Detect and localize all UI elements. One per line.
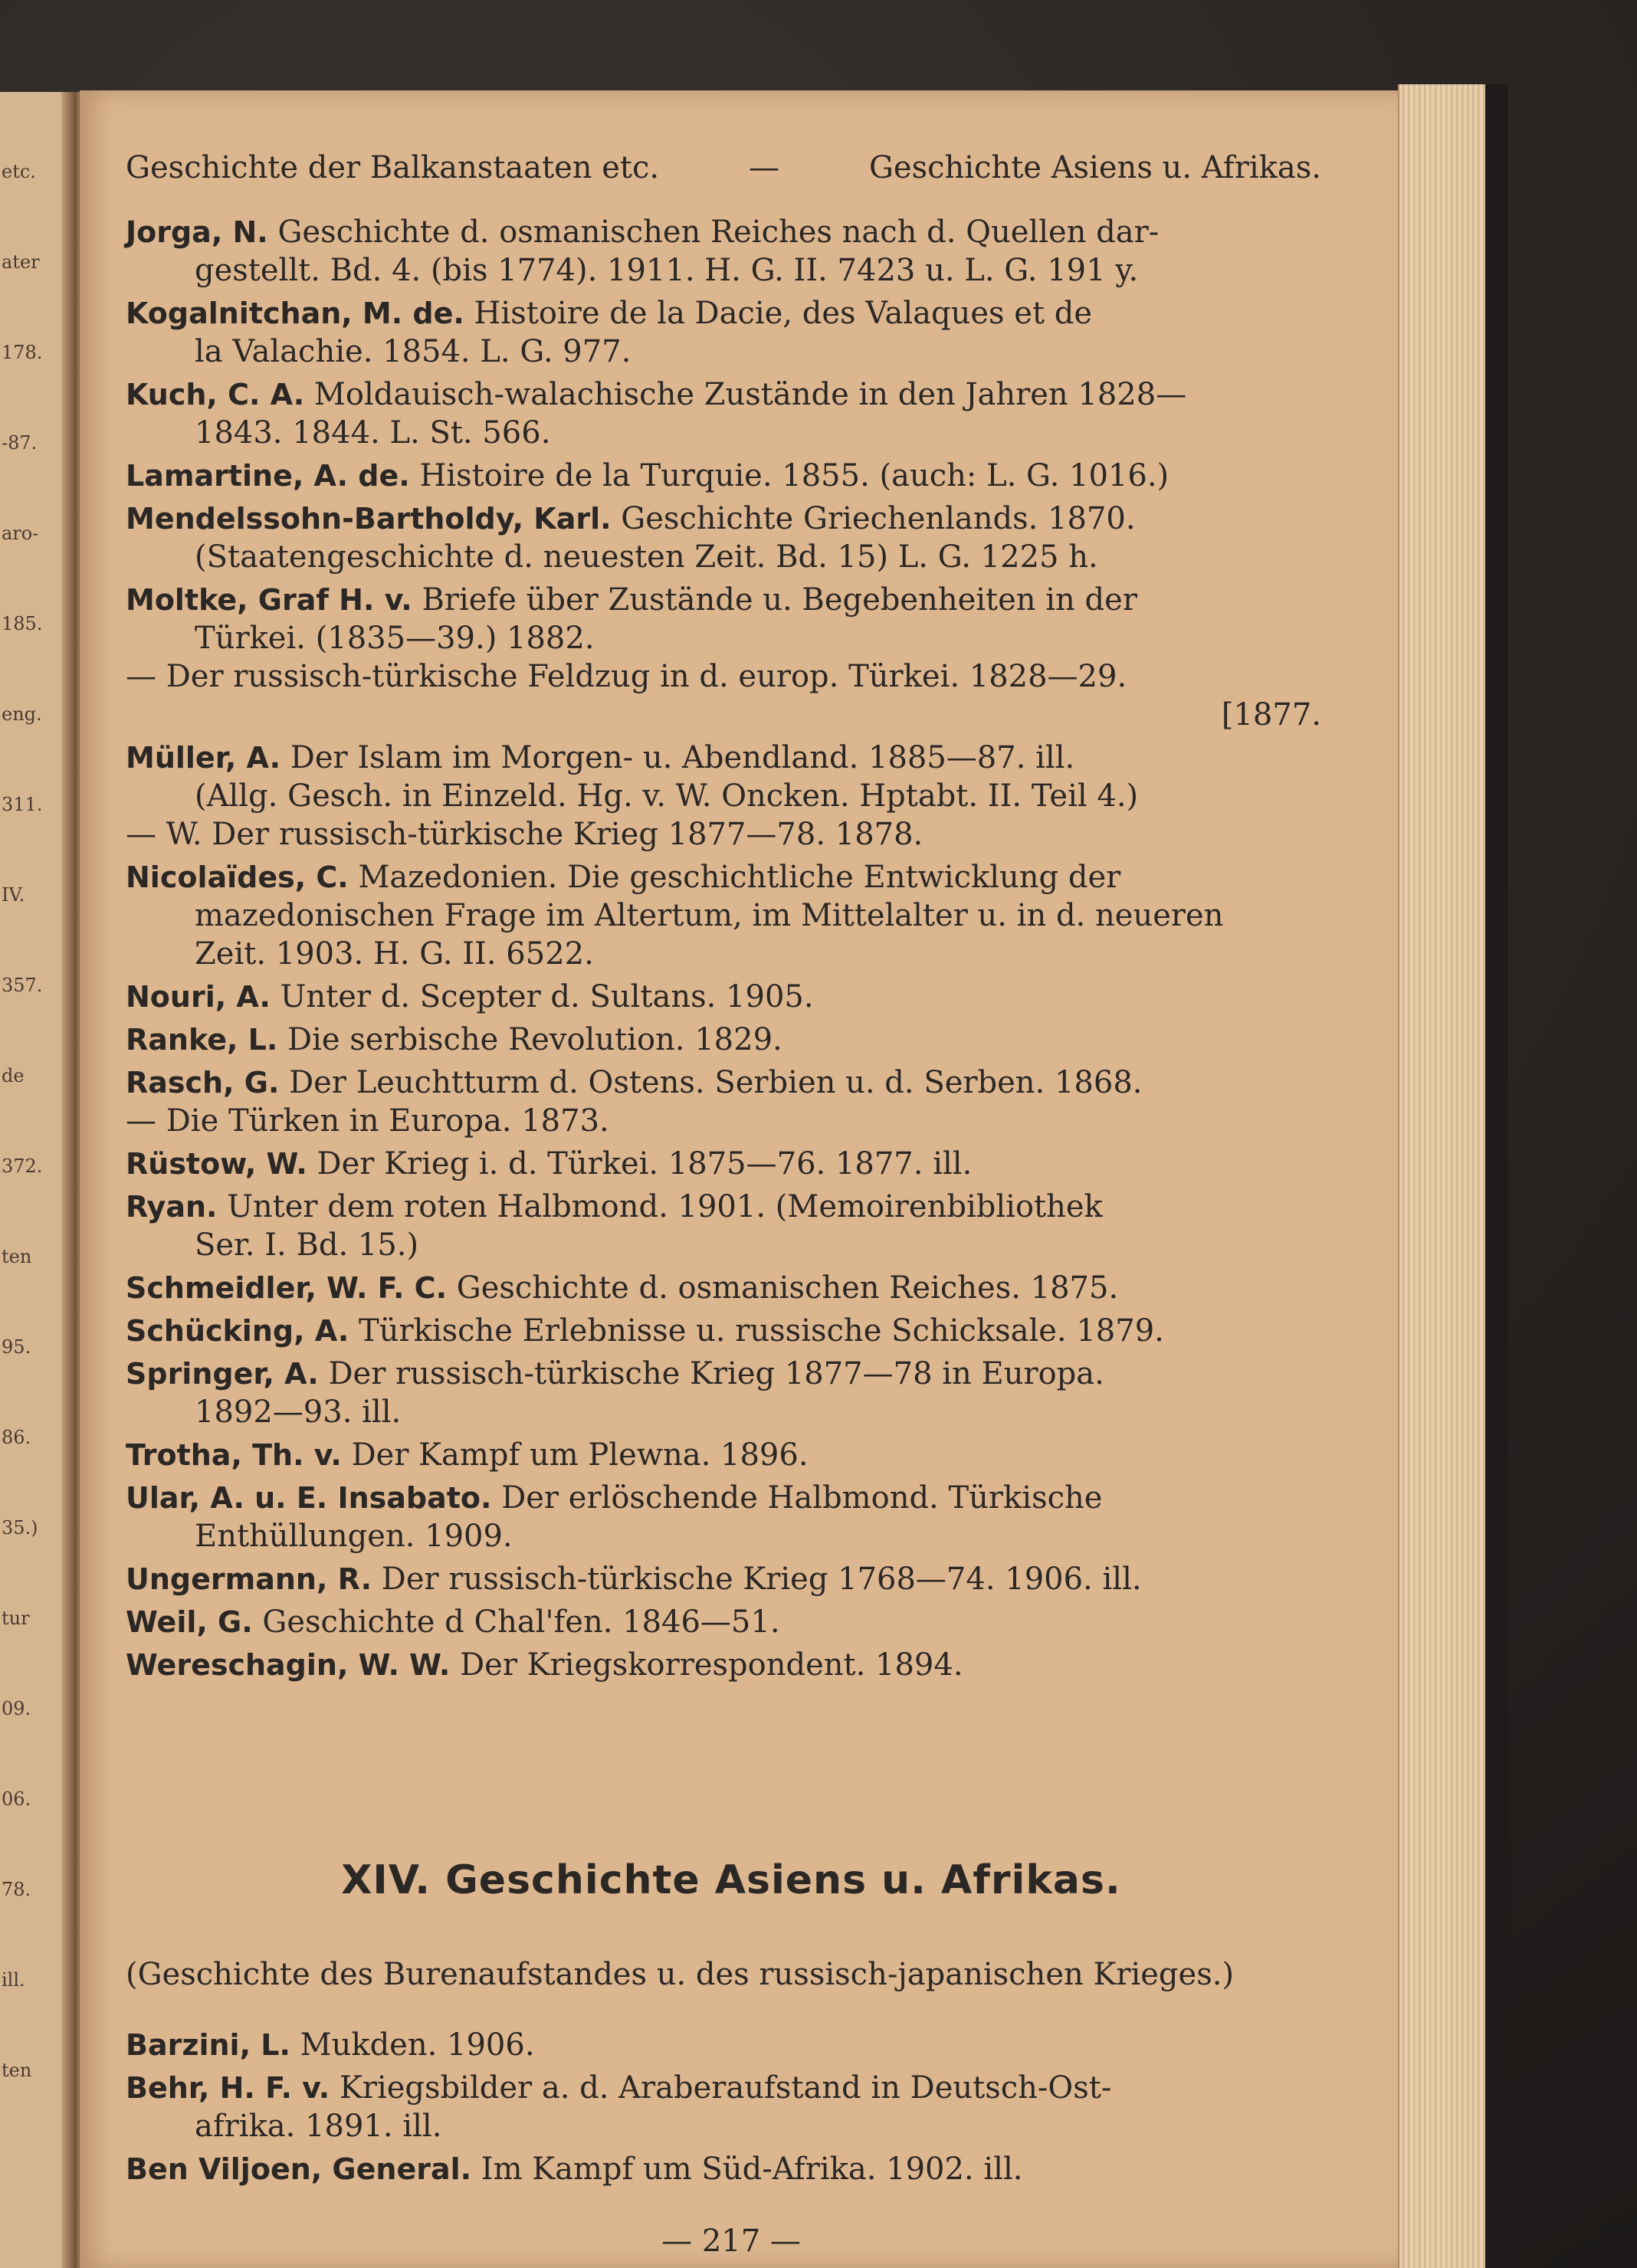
bibliography-entry: [126, 213, 1337, 290]
entry-author: Schmeidler, W. F. C.: [126, 1271, 448, 1305]
entry-title: Die serbische Revolution. 1829.: [287, 1022, 782, 1057]
entry-author: Kogalnitchan, M. de.: [126, 297, 464, 330]
previous-page-fragment: eng.: [2, 703, 42, 725]
entry-title: Histoire de la Turquie. 1855. (auch: L. G. 1016.): [419, 458, 1170, 493]
running-head: [126, 150, 1321, 185]
bibliography-entry: [126, 375, 1337, 452]
bibliography-entry: [126, 978, 1337, 1016]
entry-line: Zeit. 1903. H. G. II. 6522.: [195, 936, 594, 972]
entry-line: mazedonischen Frage im Altertum, im Mittelalter u. in d. neueren: [195, 898, 1224, 933]
entry-title: Unter d. Scepter d. Sultans. 1905.: [280, 979, 814, 1014]
page-stack-edge: [1398, 84, 1485, 2268]
entry-author: Ryan.: [126, 1190, 218, 1224]
previous-page-fragment: 185.: [2, 613, 43, 634]
bibliography-entry: [126, 1646, 1337, 1684]
running-head-right: Geschichte Asiens u. Afrikas.: [868, 150, 1321, 185]
bibliography-entry: [126, 1603, 1337, 1641]
bibliography-entry: [126, 739, 1337, 854]
entry-author: Ular, A. u. E. Insabato.: [126, 1481, 492, 1515]
entry-title: Der Kampf um Plewna. 1896.: [351, 1437, 809, 1473]
entry-author: Behr, H. F. v.: [126, 2071, 330, 2105]
previous-page-fragment: 372.: [2, 1155, 43, 1177]
previous-page-fragment: tur: [2, 1608, 30, 1629]
entry-title: Im Kampf um Süd-Afrika. 1902. ill.: [481, 2152, 1023, 2187]
entry-title: Türkische Erlebnisse u. russische Schicksale. 1879.: [359, 1313, 1164, 1349]
bibliography-entry: [126, 1145, 1337, 1183]
entry-author: Barzini, L.: [126, 2028, 290, 2062]
previous-page-fragment: etc.: [2, 161, 36, 182]
entry-line: gestellt. Bd. 4. (bis 1774). 1911. H. G. II. 7423 u. L. G. 191 y.: [195, 253, 1139, 288]
bibliography-list-section: [126, 2026, 1337, 2193]
entry-author: Weil, G.: [126, 1605, 253, 1639]
entry-title: Der Krieg i. d. Türkei. 1875—76. 1877. ill.: [317, 1146, 973, 1182]
entry-author: Moltke, Graf H. v.: [126, 583, 412, 617]
previous-page-fragment: 86.: [2, 1427, 31, 1448]
entry-line: [1877.: [1221, 697, 1321, 733]
entry-title: Histoire de la Dacie, des Valaques et de: [474, 296, 1093, 331]
page-number: — 217 —: [661, 2224, 801, 2259]
previous-page-edge: [0, 92, 80, 2268]
entry-author: Schücking, A.: [126, 1314, 349, 1348]
entry-author: Müller, A.: [126, 741, 281, 775]
bibliography-entry: [126, 581, 1337, 734]
entry-author: Nouri, A.: [126, 980, 271, 1014]
bibliography-entry: [126, 1188, 1337, 1264]
entry-title: Der russisch-türkische Krieg 1877—78 in Europa.: [328, 1356, 1104, 1391]
section-heading: XIV. Geschichte Asiens u. Afrikas.: [341, 1857, 1121, 1903]
entry-author: Wereschagin, W. W.: [126, 1648, 451, 1682]
previous-page-fragment: aro-: [2, 523, 39, 544]
entry-author: Rasch, G.: [126, 1066, 280, 1100]
previous-page-fragment: 95.: [2, 1336, 31, 1358]
entry-title: Mukden. 1906.: [300, 2027, 535, 2063]
entry-line: — Der russisch-türkische Feldzug in d. europ. Türkei. 1828—29.: [126, 659, 1127, 694]
bibliography-entry: [126, 457, 1337, 495]
entry-title: Unter dem roten Halbmond. 1901. (Memoirenbibliothek: [227, 1189, 1103, 1224]
bibliography-entry: [126, 294, 1337, 371]
bibliography-entry: [126, 1021, 1337, 1059]
book-page: [80, 90, 1398, 2268]
previous-page-fragment: de: [2, 1065, 25, 1086]
entry-line: 1892—93. ill.: [195, 1395, 402, 1430]
entry-line: — Die Türken in Europa. 1873.: [126, 1103, 609, 1139]
entry-author: Rüstow, W.: [126, 1147, 307, 1181]
previous-page-fragment: 35.): [2, 1517, 38, 1539]
running-head-left: Geschichte der Balkanstaaten etc.: [126, 150, 660, 185]
entry-line: Ser. I. Bd. 15.): [195, 1227, 419, 1263]
entry-author: Trotha, Th. v.: [126, 1438, 342, 1472]
entry-title: Moldauisch-walachische Zustände in den Jahren 1828—: [313, 377, 1187, 412]
entry-title: Geschichte d Chal'fen. 1846—51.: [262, 1604, 780, 1640]
bibliography-entry: [126, 1355, 1337, 1431]
bibliography-entry: [126, 858, 1337, 973]
entry-author: Mendelssohn-Bartholdy, Karl.: [126, 502, 612, 536]
previous-page-fragment: 357.: [2, 975, 43, 996]
entry-title: Der erlöschende Halbmond. Türkische: [501, 1480, 1103, 1516]
entry-title: Kriegsbilder a. d. Araberaufstand in Deutsch-Ost-: [339, 2070, 1112, 2106]
entry-title: Der russisch-türkische Krieg 1768—74. 1906. ill.: [381, 1562, 1142, 1597]
entry-line: (Allg. Gesch. in Einzeld. Hg. v. W. Oncken. Hptabt. II. Teil 4.): [195, 778, 1139, 814]
entry-author: Ben Viljoen, General.: [126, 2152, 472, 2186]
entry-title: Der Islam im Morgen- u. Abendland. 1885—87. ill.: [290, 740, 1075, 775]
entry-line: la Valachie. 1854. L. G. 977.: [195, 334, 632, 369]
entry-line: 1843. 1844. L. St. 566.: [195, 415, 551, 451]
entry-line: Enthüllungen. 1909.: [195, 1519, 513, 1554]
bibliography-entry: [126, 1269, 1337, 1307]
bibliography-list: [126, 213, 1337, 1689]
bibliography-entry: [126, 1312, 1337, 1350]
bibliography-entry: [126, 1479, 1337, 1555]
entry-author: Kuch, C. A.: [126, 378, 305, 411]
entry-author: Springer, A.: [126, 1357, 319, 1391]
entry-title: Geschichte d. osmanischen Reiches. 1875.: [456, 1270, 1119, 1306]
entry-author: Nicolaïdes, C.: [126, 860, 349, 894]
entry-title: Mazedonien. Die geschichtliche Entwicklung der: [358, 860, 1121, 895]
previous-page-fragment: ill.: [2, 1969, 25, 1991]
previous-page-fragment: IV.: [2, 884, 25, 906]
previous-page-fragment: ten: [2, 1246, 32, 1267]
bibliography-entry: [126, 500, 1337, 576]
previous-page-fragment: 09.: [2, 1698, 31, 1719]
entry-title: Der Kriegskorrespondent. 1894.: [460, 1647, 963, 1683]
entry-line: Türkei. (1835—39.) 1882.: [195, 621, 595, 656]
bibliography-entry: [126, 1064, 1337, 1140]
previous-page-fragment: -87.: [2, 432, 38, 454]
page-gutter: [61, 92, 77, 2268]
entry-title: Geschichte d. osmanischen Reiches nach d. Quellen dar-: [277, 215, 1160, 250]
entry-line: — W. Der russisch-türkische Krieg 1877—78. 1878.: [126, 817, 923, 852]
previous-page-fragment: 06.: [2, 1788, 31, 1810]
previous-page-fragment: 178.: [2, 342, 43, 363]
running-head-dash: —: [749, 150, 780, 185]
previous-page-fragment: ater: [2, 251, 40, 273]
previous-page-fragment: ten: [2, 2060, 32, 2081]
section-subtitle: (Geschichte des Burenaufstandes u. des russisch-japanischen Krieges.): [126, 1957, 1235, 1992]
bibliography-entry: [126, 2026, 1337, 2064]
entry-line: afrika. 1891. ill.: [195, 2109, 442, 2144]
previous-page-fragment: 311.: [2, 794, 43, 815]
entry-line: (Staatengeschichte d. neuesten Zeit. Bd. 15) L. G. 1225 h.: [195, 539, 1098, 575]
bibliography-entry: [126, 1436, 1337, 1474]
bibliography-entry: [126, 1560, 1337, 1598]
previous-page-fragment: 78.: [2, 1879, 31, 1900]
entry-author: Ranke, L.: [126, 1023, 278, 1057]
entry-author: Ungermann, R.: [126, 1562, 372, 1596]
bibliography-entry: [126, 2150, 1337, 2188]
entry-author: Jorga, N.: [126, 215, 268, 249]
entry-title: Der Leuchtturm d. Ostens. Serbien u. d. Serben. 1868.: [289, 1065, 1143, 1100]
entry-author: Lamartine, A. de.: [126, 459, 410, 493]
entry-title: Briefe über Zustände u. Begebenheiten in der: [422, 582, 1137, 618]
bibliography-entry: [126, 2069, 1337, 2145]
entry-title: Geschichte Griechenlands. 1870.: [621, 501, 1136, 536]
